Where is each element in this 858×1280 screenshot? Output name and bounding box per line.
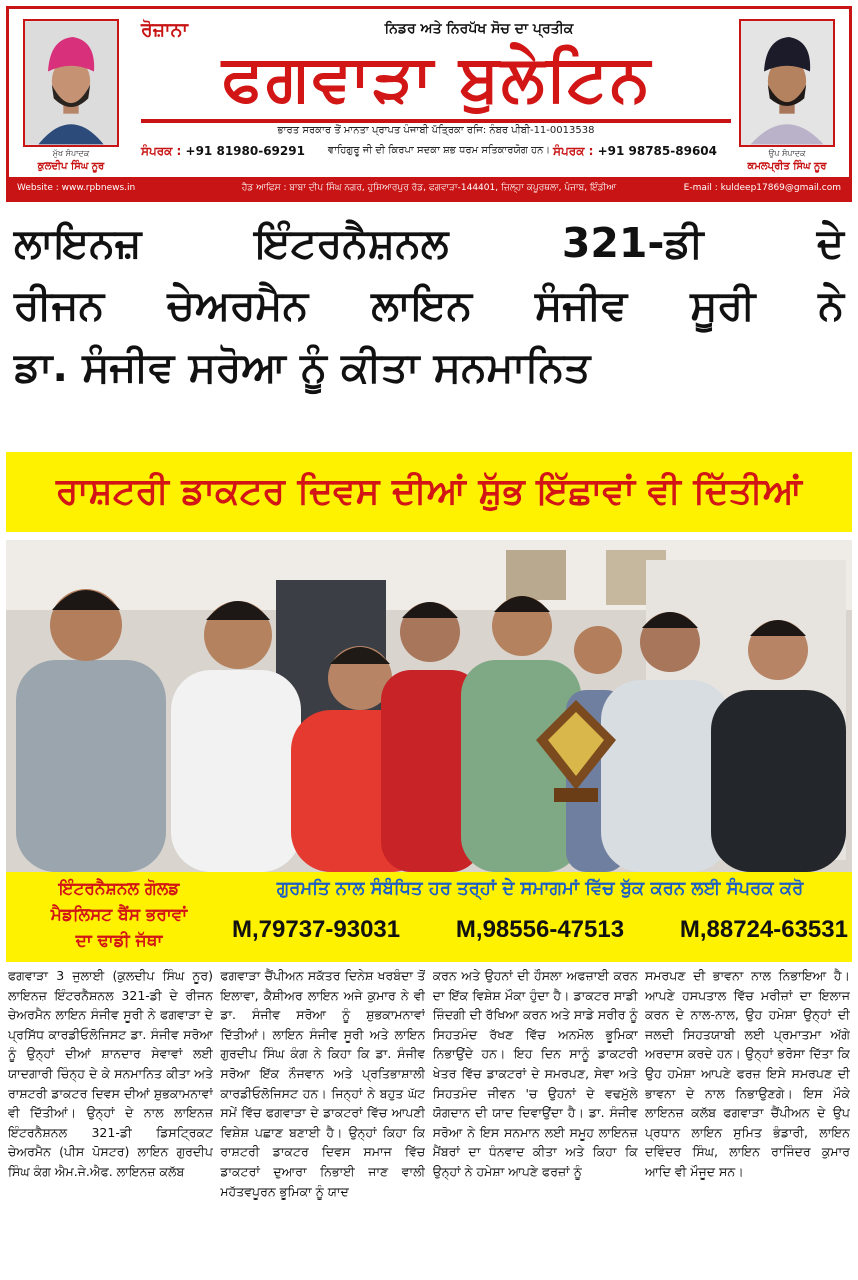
ad-phone[interactable]: M,79737-93031	[232, 916, 401, 943]
article-column-2: ਫਗਵਾੜਾ ਚੈਂਪੀਅਨ ਸਕੱਤਰ ਦਿਨੇਸ਼ ਖਰਬੰਦਾ ਤੋਂ ਇਲਾਵਾ, ਕੈਸ਼ੀਅਰ ਲਾਇਨ ਅਜੇ ਕੁਮਾਰ ਨੇ ਵੀ ਡਾ. ਸੰਜੀਵ ਸਰੋਆ ਨੂੰ ਸ਼ੁਭਕਾਮਨਾਵਾਂ ਦਿੱਤੀਆਂ। ਲਾਇਨ ਸੰਜੀਵ ਸੂਰੀ ਅਤੇ ਲਾਇਨ ਗੁਰਦੀਪ ਸਿੰਘ ਕੰਗ ਨੇ ਕਿਹਾ ਕਿ ਡਾ. ਸੰਜੀਵ ਸਰੋਆ ਇੱਕ ਨੌਜਵਾਨ ਅਤੇ ਪ੍ਰਤਿਭਾਸ਼ਾਲੀ ਕਾਰਡੀਓਲੋਜਿਸਟ ਹਨ। ਜਿਨ੍ਹਾਂ ਨੇ ਬਹੁਤ ਘੱਟ ਸਮੇਂ ਵਿੱਚ ਫਗਵਾੜਾ ਦੇ ਡਾਕਟਰਾਂ ਵਿੱਚ ਆਪਣੀ ਵਿਸ਼ੇਸ਼ ਪਛਾਣ ਬਣਾਈ ਹੈ। ਉਨ੍ਹਾਂ ਕਿਹਾ ਕਿ ਰਾਸ਼ਟਰੀ ਡਾਕਟਰ ਦਿਵਸ ਸਮਾਜ ਵਿੱਚ ਡਾਕਟਰਾਂ ਦੁਆਰਾ ਨਿਭਾਈ ਜਾਣ ਵਾਲੀ ਮਹੱਤਵਪੂਰਨ ਭੂਮਿਕਾ ਨੂੰ ਯਾਦ	[220, 968, 426, 1199]
right-contact	[553, 144, 717, 159]
ad-phone[interactable]: M,88724-63531	[679, 916, 848, 943]
article-column-1: ਫਗਵਾੜਾ 3 ਜੁਲਾਈ (ਕੁਲਦੀਪ ਸਿੰਘ ਨੂਰ) ਲਾਇਨਜ਼ ਇੰਟਰਨੈਸ਼ਨਲ 321-ਡੀ ਦੇ ਰੀਜਨ ਚੇਅਰਮੈਨ ਲਾਇਨ ਸੰਜੀਵ ਸੂਰੀ ਨੇ ਫਗਵਾੜਾ ਦੇ ਪ੍ਰਸਿੱਧ ਕਾਰਡੀਓਲੋਜਿਸਟ ਡਾ. ਸੰਜੀਵ ਸਰੋਆ ਨੂੰ ਉਨ੍ਹਾਂ ਦੀਆਂ ਸ਼ਾਨਦਾਰ ਸੇਵਾਵਾਂ ਲਈ ਯਾਦਗਾਰੀ ਚਿੰਨ੍ਹ ਦੇ ਕੇ ਸਨਮਾਨਿਤ ਕੀਤਾ ਅਤੇ ਰਾਸ਼ਟਰੀ ਡਾਕਟਰ ਦਿਵਸ ਦੀਆਂ ਸ਼ੁਭਕਾਮਨਾਵਾਂ ਵੀ ਦਿੱਤੀਆਂ। ਉਨ੍ਹਾਂ ਦੇ ਨਾਲ ਲਾਇਨਜ਼ ਇੰਟਰਨੈਸ਼ਨਲ 321-ਡੀ ਡਿਸਟ੍ਰਿਕਟ ਚੇਅਰਮੈਨ (ਪੀਸ ਪੋਸਟਰ) ਲਾਇਨ ਗੁਰਦੀਪ ਸਿੰਘ ਕੰਗ ਐਮ.ਜੇ.ਐਫ. ਲਾਇਨਜ਼ ਕਲੱਬ	[8, 968, 213, 1179]
chief-editor-photo	[23, 19, 119, 147]
headline-line-3: ਡਾ. ਸੰਜੀਵ ਸਰੋਆ ਨੂੰ ਕੀਤਾ ਸਨਮਾਨਿਤ	[14, 343, 591, 391]
dhadi-jatha-name	[10, 876, 228, 958]
group-photo-illustration	[6, 540, 852, 872]
ad-left-line-3: ਦਾ ਢਾਡੀ ਜੱਥਾ	[75, 931, 163, 951]
ad-left-line-1: ਇੰਟਰਨੈਸ਼ਨਲ ਗੋਲਡ	[58, 879, 180, 899]
ad-headline: ਗੁਰਮਤਿ ਨਾਲ ਸੰਬੰਧਿਤ ਹਰ ਤਰ੍ਹਾਂ ਦੇ ਸਮਾਗਮਾਂ ਵਿੱਚ ਬੁੱਕ ਕਰਨ ਲਈ ਸੰਪਰਕ ਕਰੋ	[276, 878, 804, 899]
registration-line: ਭਾਰਤ ਸਰਕਾਰ ਤੋਂ ਮਾਨਤਾ ਪ੍ਰਾਪਤ ਪੰਜਾਬੀ ਪੱਤ੍ਰਿਕਾ ਰਜਿ: ਨੰਬਰ ਪੀਬੀ-11-0013538	[277, 125, 595, 136]
left-contact-label: ਸੰਪਰਕ :	[141, 144, 182, 158]
masthead	[6, 6, 852, 202]
ad-left-line-2: ਮੈਡਲਿਸਟ ਬੈਂਸ ਭਰਾਵਾਂ	[50, 905, 188, 925]
blessing-line: ਵਾਹਿਗੁਰੂ ਜੀ ਦੀ ਕਿਰਪਾ ਸਦਕਾ ਸ਼ਭ ਧਰਮ ਸਤਿਕਾਰਯੋਗ ਹਨ।	[327, 145, 551, 156]
article-body	[8, 966, 850, 1274]
right-contact-label: ਸੰਪਰਕ :	[553, 144, 594, 158]
tagline: ਨਿਡਰ ਅਤੇ ਨਿਰਪੱਖ ਸੋਚ ਦਾ ਪ੍ਰਤੀਕ	[384, 21, 574, 37]
deputy-editor-name: ਕਮਲਪ੍ਰੀਤ ਸਿੰਘ ਨੂਰ	[747, 161, 827, 172]
article-column-3: ਕਰਨ ਅਤੇ ਉਹਨਾਂ ਦੀ ਹੌਸਲਾ ਅਫਜ਼ਾਈ ਕਰਨ ਦਾ ਇੱਕ ਵਿਸ਼ੇਸ਼ ਮੌਕਾ ਹੁੰਦਾ ਹੈ। ਡਾਕਟਰ ਸਾਡੀ ਜ਼ਿੰਦਗੀ ਦੀ ਰੱਖਿਆ ਕਰਨ ਅਤੇ ਸਾਡੇ ਸਰੀਰ ਨੂੰ ਸਿਹਤਮੰਦ ਰੱਖਣ ਵਿੱਚ ਅਨਮੋਲ ਭੂਮਿਕਾ ਨਿਭਾਉਂਦੇ ਹਨ। ਇਹ ਦਿਨ ਸਾਨੂੰ ਡਾਕਟਰੀ ਖੇਤਰ ਵਿੱਚ ਡਾਕਟਰਾਂ ਦੇ ਸਮਰਪਣ, ਸੇਵਾ ਅਤੇ ਸਿਹਤਮੰਦ ਜੀਵਨ 'ਚ ਉਹਨਾਂ ਦੇ ਵਢਮੁੱਲੇ ਯੋਗਦਾਨ ਦੀ ਯਾਦ ਦਿਵਾਉਂਦਾ ਹੈ। ਡਾ. ਸੰਜੀਵ ਸਰੋਆ ਨੇ ਇਸ ਸਨਮਾਨ ਲਈ ਸਮੂਹ ਲਾਇਨਜ਼ ਮੈਂਬਰਾਂ ਦਾ ਧੰਨਵਾਦ ਕੀਤਾ ਅਤੇ ਕਿਹਾ ਕਿ ਉਨ੍ਹਾਂ ਨੇ ਹਮੇਸ਼ਾ ਆਪਣੇ ਫਰਜ਼ਾਂ ਨੂੰ	[432, 968, 638, 1179]
right-contact-number: +91 98785-89604	[597, 144, 717, 158]
ad-phone-list	[232, 916, 848, 944]
office-address: ਹੈਡ ਆਫਿਸ : ਬਾਬਾ ਦੀਪ ਸਿੰਘ ਨਗਰ, ਹੁਸ਼ਿਆਰਪੁਰ ਰੋਡ, ਫਗਵਾੜਾ-144401, ਜ਼ਿਲ੍ਹਾ ਕਪੂਰਥਲਾ, ਪੰਜਾਬ, ਇੰਡੀਆ	[241, 183, 617, 193]
chief-editor-role: ਮੁੱਖ ਸੰਪਾਦਕ	[52, 149, 90, 158]
deputy-editor-photo	[739, 19, 835, 147]
headline	[14, 212, 844, 398]
left-contact-number: +91 81980-69291	[185, 144, 305, 158]
left-contact	[141, 144, 305, 159]
headline-line-2: ਰੀਜਨ ਚੇਅਰਮੈਨ ਲਾਇਨ ਸੰਜੀਵ ਸੂਰੀ ਨੇ	[14, 281, 844, 329]
ad-phone[interactable]: M,98556-47513	[455, 916, 625, 943]
newspaper-title: ਫਗਵਾੜਾ ਬੁਲੇਟਿਨ	[222, 42, 652, 116]
advertisement	[6, 872, 852, 962]
subheadline: ਰਾਸ਼ਟਰੀ ਡਾਕਟਰ ਦਿਵਸ ਦੀਆਂ ਸ਼ੁੱਭ ਇੱਛਾਵਾਂ ਵੀ ਦਿੱਤੀਆਂ	[56, 471, 802, 512]
contact-bar	[9, 177, 849, 199]
title-rule	[141, 119, 731, 123]
chief-editor-name: ਕੁਲਦੀਪ ਸਿੰਘ ਨੂਰ	[37, 161, 105, 172]
news-photo	[6, 540, 852, 872]
article-column-4: ਸਮਰਪਣ ਦੀ ਭਾਵਨਾ ਨਾਲ ਨਿਭਾਇਆ ਹੈ। ਆਪਣੇ ਹਸਪਤਾਲ ਵਿੱਚ ਮਰੀਜ਼ਾਂ ਦਾ ਇਲਾਜ ਕਰਨ ਦੇ ਨਾਲ-ਨਾਲ, ਉਹ ਹਮੇਸ਼ਾ ਉਨ੍ਹਾਂ ਦੀ ਜਲਦੀ ਸਿਹਤਯਾਬੀ ਲਈ ਪ੍ਰਮਾਤਮਾ ਅੱਗੇ ਅਰਦਾਸ ਕਰਦੇ ਹਨ। ਉਨ੍ਹਾਂ ਭਰੋਸਾ ਦਿੱਤਾ ਕਿ ਉਹ ਹਮੇਸ਼ਾ ਆਪਣੇ ਫਰਜ਼ ਇਸੇ ਸਮਰਪਣ ਦੀ ਭਾਵਨਾ ਦੇ ਨਾਲ ਨਿਭਾਉਣਗੇ। ਇਸ ਮੌਕੇ ਲਾਇਨਜ਼ ਕਲੱਬ ਫਗਵਾੜਾ ਚੈਂਪੀਅਨ ਦੇ ਉਪ ਪ੍ਰਧਾਨ ਲਾਇਨ ਸੁਮਿਤ ਭੰਡਾਰੀ, ਲਾਇਨ ਦਵਿੰਦਰ ਸਿੰਘ, ਲਾਇਨ ਰਾਜਿੰਦਰ ਕੁਮਾਰ ਆਦਿ ਵੀ ਮੌਜੂਦ ਸਨ।	[644, 968, 850, 1179]
website-link[interactable]: Website : www.rpbnews.in	[17, 183, 136, 193]
email-link[interactable]: E-mail : kuldeep17869@gmail.com	[683, 183, 841, 193]
subheadline-banner	[6, 452, 852, 532]
deputy-editor-role: ਉਪ ਸੰਪਾਦਕ	[768, 149, 806, 158]
daily-label: ਰੋਜ਼ਾਨਾ	[141, 19, 188, 41]
headline-line-1: ਲਾਇਨਜ਼ ਇੰਟਰਨੈਸ਼ਨਲ 321-ਡੀ ਦੇ	[14, 219, 844, 267]
